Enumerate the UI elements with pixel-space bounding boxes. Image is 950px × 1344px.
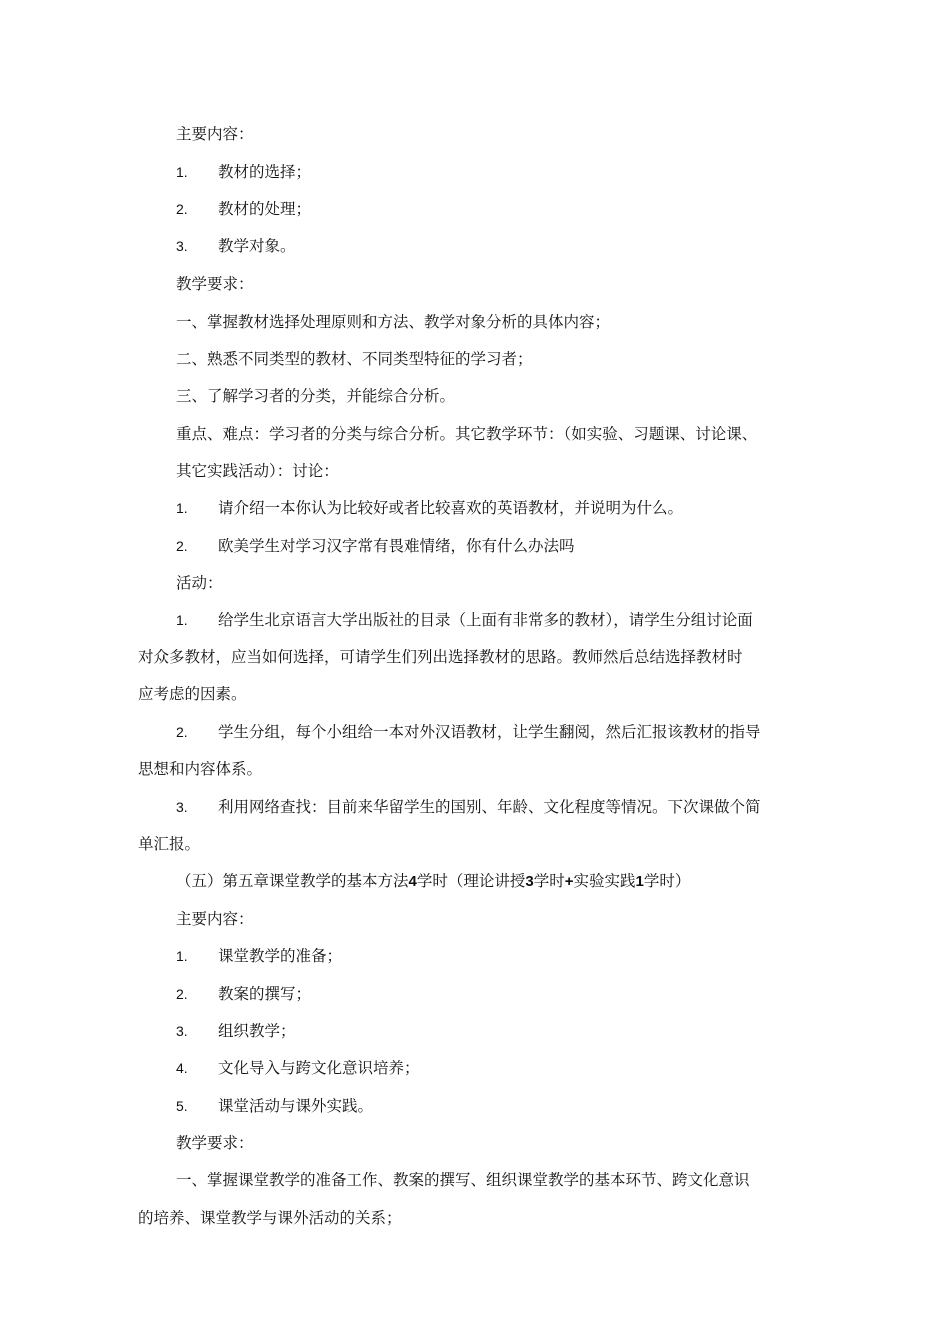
key-points-text: 重点、难点：学习者的分类与综合分析。其它教学环节：（如实验、习题课、讨论课、: [176, 425, 758, 443]
list-number: 1.: [176, 948, 188, 964]
requirement-text: 一、掌握教材选择处理原则和方法、教学对象分析的具体内容；: [176, 313, 611, 331]
list-number: 2.: [176, 986, 188, 1002]
list-item: [176, 984, 311, 1004]
activity-text-continued: 对众多教材，应当如何选择，可请学生们列出选择教材的思路。教师然后总结选择教材时: [138, 648, 743, 666]
list-number: 3.: [176, 799, 188, 815]
list-text: 课堂教学的准备；: [218, 947, 343, 965]
list-item: [176, 1021, 296, 1041]
key-points-text-continued: 其它实践活动）：讨论：: [176, 462, 339, 480]
list-text: 教材的处理；: [218, 200, 312, 218]
list-text: 欧美学生对学习汉字常有畏难情绪，你有什么办法吗: [218, 537, 575, 555]
activity-text-continued: 思想和内容体系。: [138, 760, 263, 778]
discussion-item: [176, 498, 683, 518]
content-label: 主要内容：: [176, 125, 254, 143]
list-text: 请介绍一本你认为比较好或者比较喜欢的英语教材，并说明为什么。: [218, 499, 684, 517]
list-number: 5.: [176, 1098, 188, 1114]
list-text: 课堂活动与课外实践。: [218, 1097, 374, 1115]
list-item: [176, 162, 311, 182]
content-label: 主要内容：: [176, 910, 254, 928]
list-text: 教学对象。: [218, 237, 296, 255]
list-text: 组织教学；: [218, 1022, 296, 1040]
list-item: [176, 946, 342, 966]
requirement-text: 二、熟悉不同类型的教材、不同类型特征的学习者；: [176, 350, 533, 368]
list-text: 教案的撰写；: [218, 985, 312, 1003]
activity-text-continued: 应考虑的因素。: [138, 685, 247, 703]
section-heading: （五）第五章课堂教学的基本方法4学时（理论讲授3学时+实验实践1学时）: [176, 872, 691, 890]
requirement-text-continued: 的培养、课堂教学与课外活动的关系；: [138, 1209, 402, 1227]
list-item: [176, 1096, 373, 1116]
list-number: 4.: [176, 1060, 188, 1076]
list-text: 利用网络查找：目前来华留学生的国别、年龄、文化程度等情况。下次课做个简: [218, 798, 761, 816]
list-text: 文化导入与跨文化意识培养；: [218, 1059, 420, 1077]
list-text: 给学生北京语言大学出版社的目录（上面有非常多的教材），请学生分组讨论面: [218, 611, 753, 629]
list-number: 3.: [176, 1023, 188, 1039]
list-number: 1.: [176, 500, 188, 516]
list-item: [176, 1058, 420, 1078]
list-text: 学生分组，每个小组给一本对外汉语教材，让学生翻阅，然后汇报该教材的指导: [218, 723, 761, 741]
list-number: 2.: [176, 724, 188, 740]
list-number: 1.: [176, 164, 188, 180]
activity-text-continued: 单汇报。: [138, 835, 201, 853]
list-number: 1.: [176, 612, 188, 628]
list-text: 教材的选择；: [218, 163, 312, 181]
list-number: 2.: [176, 201, 188, 217]
list-number: 2.: [176, 538, 188, 554]
list-item: [176, 236, 296, 256]
discussion-item: [176, 536, 575, 556]
activity-item: [176, 722, 761, 742]
activity-item: [176, 797, 761, 817]
requirement-text: 三、了解学习者的分类，并能综合分析。: [176, 387, 456, 405]
requirements-label: 教学要求：: [176, 275, 254, 293]
requirement-text: 一、掌握课堂教学的准备工作、教案的撰写、组织课堂教学的基本环节、跨文化意识: [176, 1171, 750, 1189]
activity-item: [176, 610, 753, 630]
list-number: 3.: [176, 238, 188, 254]
activity-label: 活动：: [176, 574, 223, 592]
list-item: [176, 199, 311, 219]
requirements-label: 教学要求：: [176, 1134, 254, 1152]
